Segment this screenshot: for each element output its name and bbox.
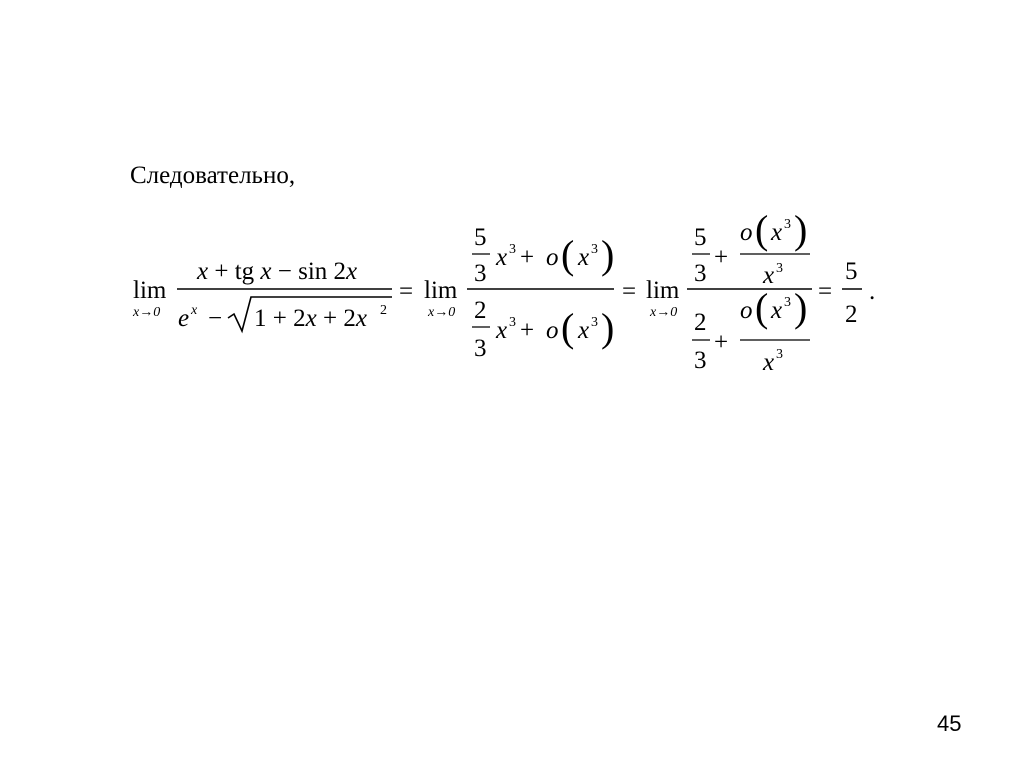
- svg-text:3: 3: [474, 335, 487, 362]
- svg-text:3: 3: [591, 315, 598, 330]
- lim-subscript-1: x→0: [133, 305, 161, 320]
- svg-text:+: +: [714, 244, 729, 271]
- svg-text:+: +: [714, 329, 729, 356]
- svg-text:5: 5: [474, 224, 487, 251]
- svg-text:3: 3: [694, 347, 707, 374]
- svg-text:3: 3: [776, 347, 783, 362]
- result-denominator: 2: [845, 301, 858, 328]
- result-fraction: [842, 258, 862, 328]
- svg-text:(: (: [561, 232, 575, 277]
- svg-text:3: 3: [591, 242, 598, 257]
- lim-1: lim: [133, 277, 167, 304]
- svg-text:): ): [794, 285, 808, 330]
- lim-subscript-2: x→0: [428, 305, 456, 320]
- limit-term-1: [132, 258, 392, 332]
- svg-text:o: o: [546, 244, 559, 271]
- fraction-3-numerator: [692, 207, 810, 289]
- svg-text:x: x: [578, 317, 590, 344]
- svg-text:3: 3: [784, 295, 791, 310]
- fraction-2-numerator: [472, 224, 614, 287]
- svg-text:o: o: [546, 317, 559, 344]
- svg-text:1 + 2x + 2x: 1 + 2x + 2x: [254, 305, 367, 332]
- fraction-2-denominator: [472, 297, 614, 362]
- svg-text:3: 3: [509, 315, 516, 330]
- svg-text:+: +: [520, 317, 535, 344]
- page-number: 45: [937, 711, 962, 736]
- svg-text:(: (: [561, 305, 575, 350]
- limit-term-3: [646, 207, 812, 376]
- svg-text:x: x: [191, 303, 198, 318]
- svg-text:x: x: [496, 317, 508, 344]
- svg-text:): ): [794, 207, 808, 252]
- intro-text: Следовательно,: [130, 162, 296, 189]
- fraction-1: [177, 258, 392, 332]
- svg-text:2: 2: [474, 297, 487, 324]
- equals-1: =: [399, 278, 414, 305]
- lim-subscript-3: x→0: [650, 305, 678, 320]
- equals-3: =: [818, 278, 833, 305]
- svg-text:x: x: [578, 244, 590, 271]
- result-numerator: 5: [845, 258, 858, 285]
- svg-text:): ): [601, 305, 615, 350]
- lim-3: lim: [646, 277, 680, 304]
- svg-text:−: −: [208, 305, 223, 332]
- svg-text:o: o: [740, 297, 753, 324]
- svg-text:x: x: [763, 262, 775, 289]
- svg-text:x: x: [771, 219, 783, 246]
- svg-text:3: 3: [509, 242, 516, 257]
- svg-text:3: 3: [776, 261, 783, 276]
- svg-text:5: 5: [694, 224, 707, 251]
- svg-text:): ): [601, 232, 615, 277]
- svg-text:(: (: [755, 285, 769, 330]
- svg-text:x: x: [771, 297, 783, 324]
- svg-text:x: x: [496, 244, 508, 271]
- limit-term-2: [424, 224, 614, 362]
- equals-2: =: [622, 278, 637, 305]
- svg-text:e: e: [178, 305, 190, 332]
- fraction-1-numerator: x + tg x − sin 2x: [197, 258, 358, 285]
- fraction-3-denominator: [692, 285, 810, 376]
- lim-2: lim: [424, 277, 458, 304]
- svg-text:3: 3: [474, 260, 487, 287]
- svg-text:2: 2: [380, 303, 387, 318]
- svg-text:3: 3: [694, 260, 707, 287]
- svg-text:x: x: [763, 349, 775, 376]
- period: .: [869, 278, 876, 305]
- svg-text:3: 3: [784, 217, 791, 232]
- svg-text:(: (: [755, 207, 769, 252]
- svg-text:2: 2: [694, 309, 707, 336]
- svg-text:+: +: [520, 244, 535, 271]
- fraction-1-denominator: [178, 297, 392, 332]
- svg-text:o: o: [740, 219, 753, 246]
